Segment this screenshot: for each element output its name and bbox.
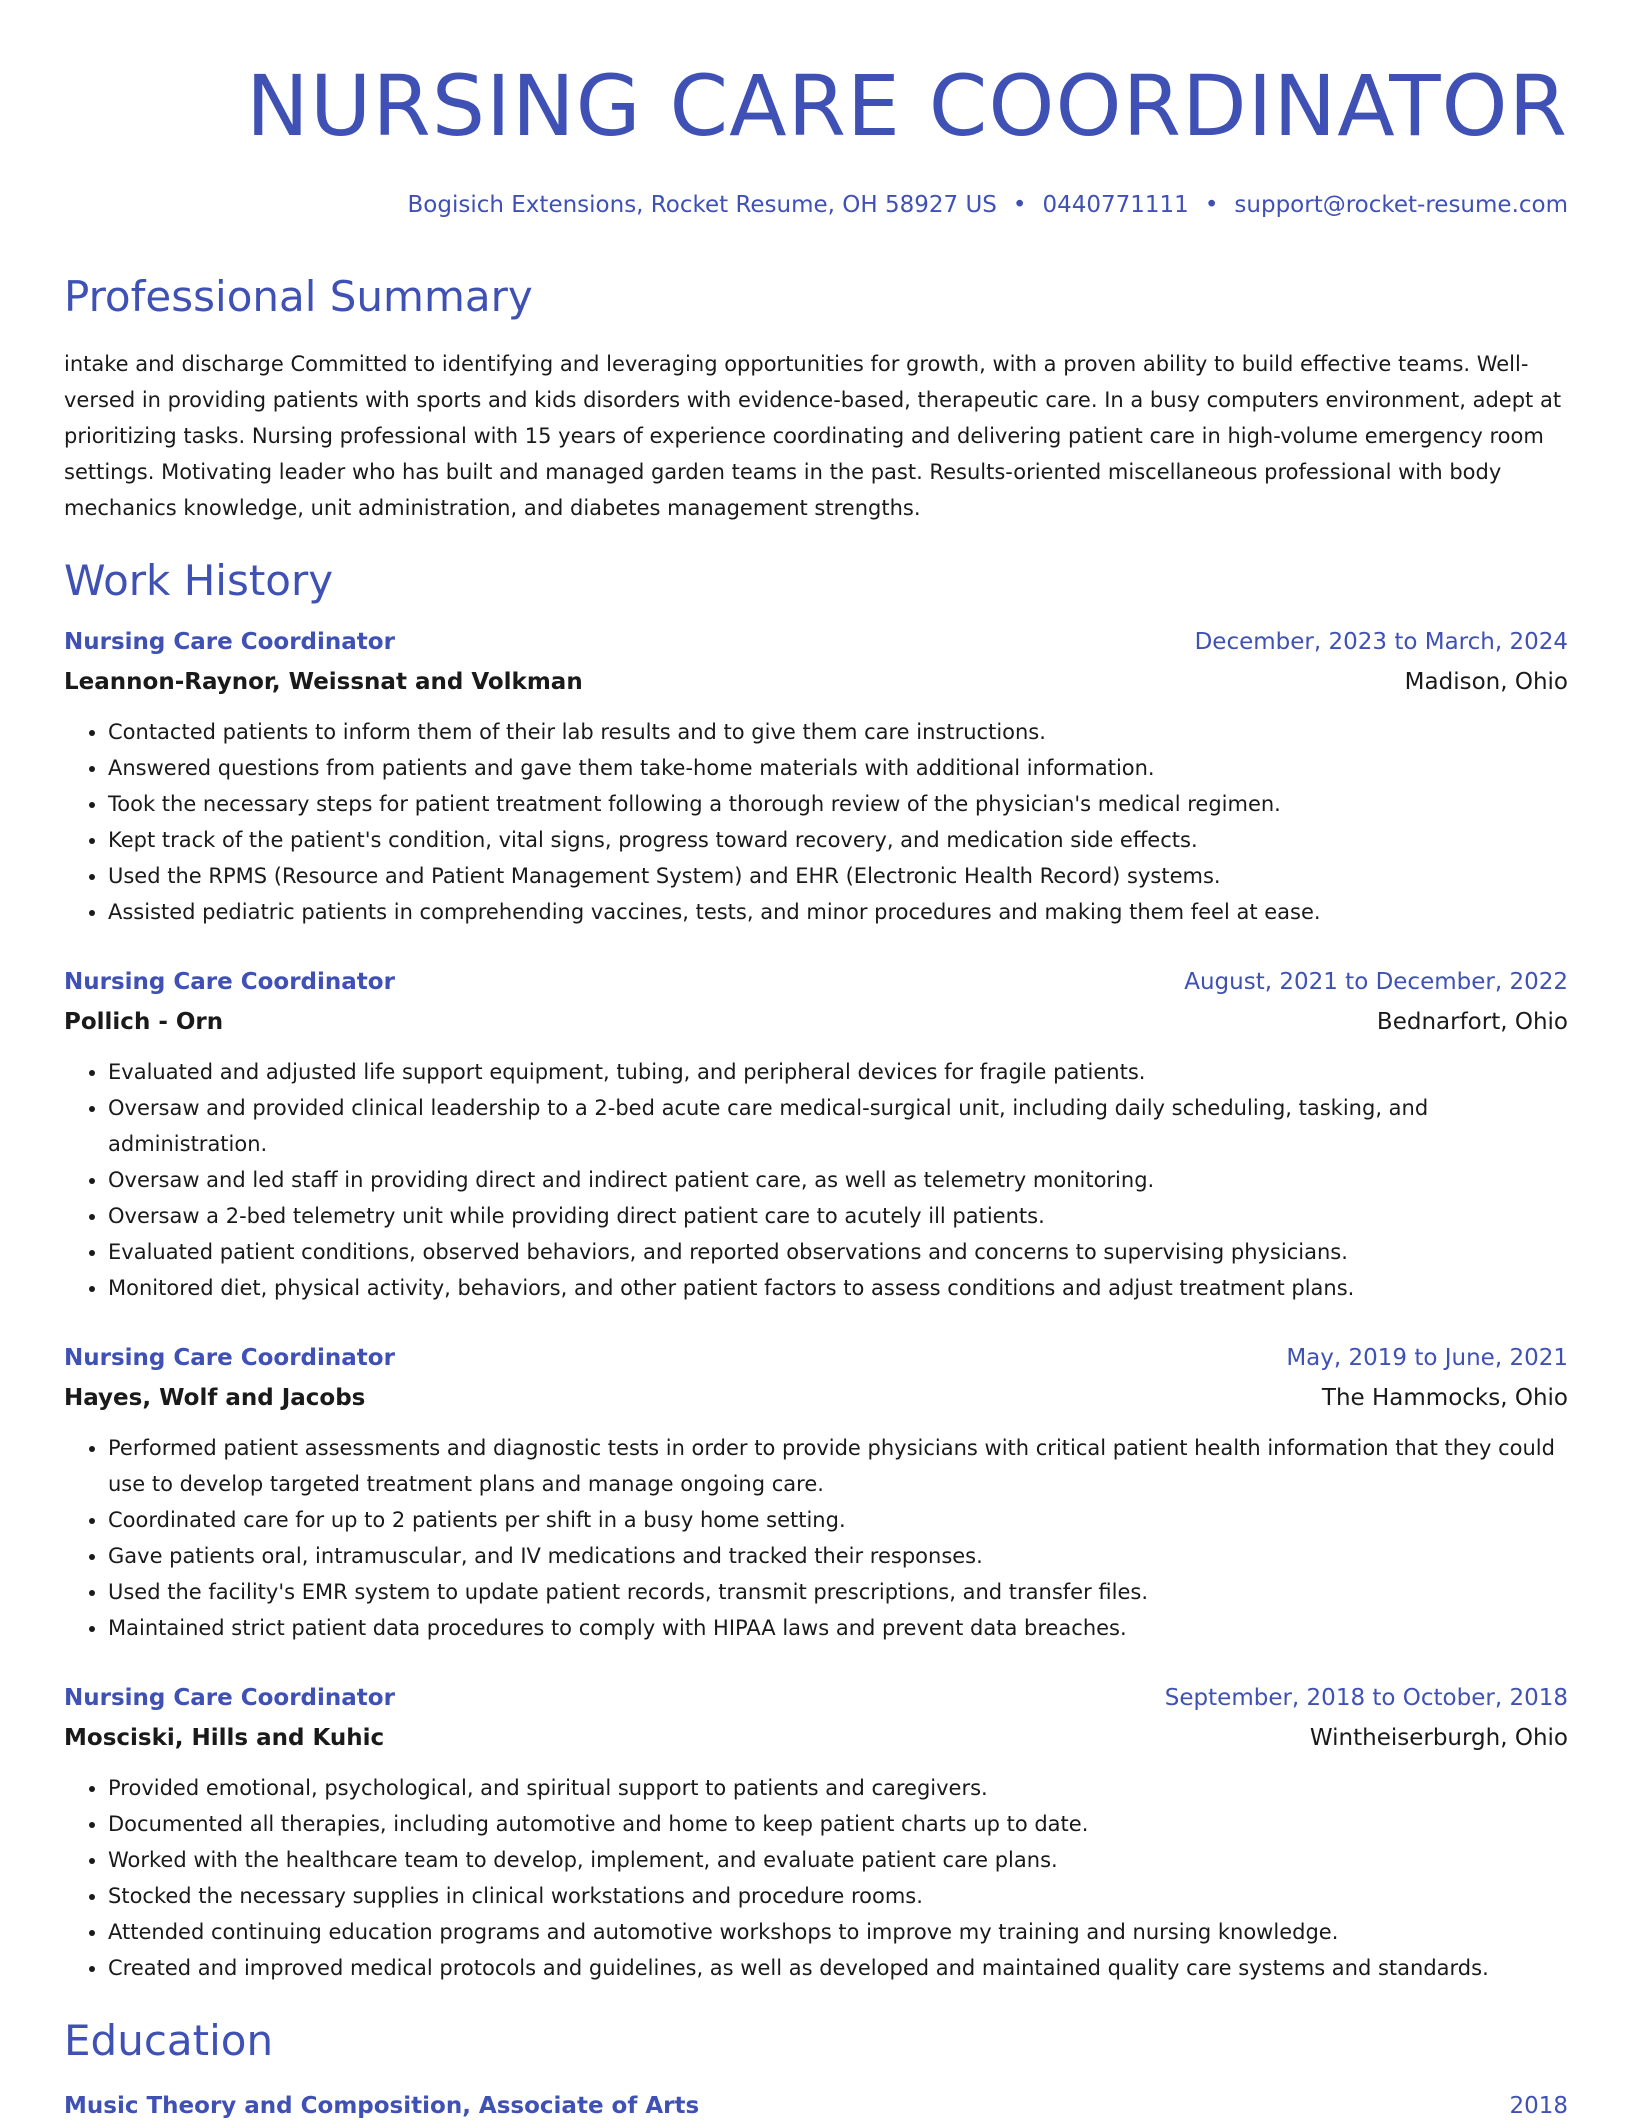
job-bullet: • Answered questions from patients and gave them take-home materials with additional information. — [108, 750, 1568, 786]
summary-heading: Professional Summary — [64, 272, 533, 321]
job-bullet: • Documented all therapies, including automotive and home to keep patient charts up to date. — [108, 1806, 1568, 1842]
job-bullet: • Oversaw a 2-bed telemetry unit while providing direct patient care to acutely ill patients. — [108, 1198, 1568, 1234]
job-location: Bednarfort, Ohio — [1376, 1009, 1568, 1035]
job-bullet: • Performed patient assessments and diagnostic tests in order to provide physicians with critical patient health information that they could use to develop targeted treatment plans and manage ongoing care. — [108, 1430, 1568, 1502]
contact-phone: 0440771111 — [1042, 192, 1189, 218]
job-bullet: • Assisted pediatric patients in comprehending vaccines, tests, and minor procedures and making them feel at ease. — [108, 894, 1568, 930]
resume-page — [64, 0, 1568, 2122]
job-bullet: • Attended continuing education programs and automotive workshops to improve my training and nursing knowledge. — [108, 1914, 1568, 1950]
job-company: Pollich - Orn — [64, 1009, 224, 1035]
job-bullets — [64, 1054, 1568, 1306]
job-location: The Hammocks, Ohio — [1321, 1385, 1568, 1411]
work-history-heading: Work History — [64, 556, 334, 605]
job-bullet: • Took the necessary steps for patient treatment following a thorough review of the physician's medical regimen. — [108, 786, 1568, 822]
contact-line — [64, 190, 1568, 220]
resume-header — [64, 56, 1568, 220]
job-bullet: • Gave patients oral, intramuscular, and IV medications and tracked their responses. — [108, 1538, 1568, 1574]
job-title: Nursing Care Coordinator — [64, 1685, 395, 1711]
job-bullet: • Created and improved medical protocols and guidelines, as well as developed and maintained quality care systems and standards. — [108, 1950, 1568, 1986]
job-dates: December, 2023 to March, 2024 — [1194, 629, 1568, 655]
job-bullet: • Provided emotional, psychological, and spiritual support to patients and caregivers. — [108, 1770, 1568, 1806]
job-bullet: • Used the facility's EMR system to update patient records, transmit prescriptions, and transfer files. — [108, 1574, 1568, 1610]
job-bullet: • Evaluated patient conditions, observed behaviors, and reported observations and concerns to supervising physicians. — [108, 1234, 1568, 1270]
job-bullets — [64, 1770, 1568, 1986]
job-title: Nursing Care Coordinator — [64, 969, 395, 995]
job-entry — [64, 966, 1568, 1306]
job-dates: August, 2021 to December, 2022 — [1184, 969, 1568, 995]
job-bullet: • Contacted patients to inform them of their lab results and to give them care instructions. — [108, 714, 1568, 750]
education-entry — [64, 2090, 1568, 2122]
job-title: Nursing Care Coordinator — [64, 629, 395, 655]
job-bullet: • Oversaw and provided clinical leadership to a 2-bed acute care medical-surgical unit, including daily scheduling, tasking, and administration. — [108, 1090, 1568, 1162]
job-bullet: • Evaluated and adjusted life support equipment, tubing, and peripheral devices for fragile patients. — [108, 1054, 1568, 1090]
job-dates: May, 2019 to June, 2021 — [1286, 1345, 1568, 1371]
job-company: Mosciski, Hills and Kuhic — [64, 1725, 385, 1751]
job-location: Madison, Ohio — [1404, 669, 1568, 695]
education-degree: Music Theory and Composition, Associate of Arts — [64, 2093, 700, 2119]
job-company: Leannon-Raynor, Weissnat and Volkman — [64, 669, 583, 695]
job-bullet: • Maintained strict patient data procedures to comply with HIPAA laws and prevent data breaches. — [108, 1610, 1568, 1646]
summary-text: intake and discharge Committed to identifying and leveraging opportunities for growth, with a proven ability to build effective teams. Well-versed in providing patients with sports and kids disorders with evidence-based, therapeutic care. In a busy computers environment, adept at prioritizing tasks. Nursing professional with 15 years of experience coordinating and delivering patient care in high-volume emergency room settings. Motivating leader who has built and managed garden teams in the past. Results-oriented miscellaneous professional with body mechanics knowledge, unit administration, and diabetes management strengths. — [64, 352, 1562, 520]
job-bullet: • Worked with the healthcare team to develop, implement, and evaluate patient care plans. — [108, 1842, 1568, 1878]
job-bullet: • Stocked the necessary supplies in clinical workstations and procedure rooms. — [108, 1878, 1568, 1914]
job-bullets — [64, 1430, 1568, 1646]
job-bullet: • Used the RPMS (Resource and Patient Management System) and EHR (Electronic Health Record) systems. — [108, 858, 1568, 894]
job-location: Wintheiserburgh, Ohio — [1309, 1725, 1568, 1751]
contact-separator: • — [1204, 192, 1219, 218]
job-dates: September, 2018 to October, 2018 — [1164, 1685, 1568, 1711]
job-bullet: • Coordinated care for up to 2 patients per shift in a busy home setting. — [108, 1502, 1568, 1538]
job-title: Nursing Care Coordinator — [64, 1345, 395, 1371]
job-bullets — [64, 714, 1568, 930]
education-year: 2018 — [1509, 2093, 1568, 2119]
job-entry — [64, 1682, 1568, 1986]
education-heading: Education — [64, 2016, 274, 2065]
job-entry — [64, 626, 1568, 930]
contact-email: support@rocket-resume.com — [1234, 192, 1568, 218]
job-bullet: • Monitored diet, physical activity, behaviors, and other patient factors to assess conditions and adjust treatment plans. — [108, 1270, 1568, 1306]
job-bullet: • Oversaw and led staff in providing direct and indirect patient care, as well as telemetry monitoring. — [108, 1162, 1568, 1198]
job-entry — [64, 1342, 1568, 1646]
contact-address: Bogisich Extensions, Rocket Resume, OH 58927 US — [407, 192, 997, 218]
job-company: Hayes, Wolf and Jacobs — [64, 1385, 366, 1411]
candidate-name: NURSING CARE COORDINATOR — [246, 57, 1568, 155]
job-bullet: • Kept track of the patient's condition, vital signs, progress toward recovery, and medication side effects. — [108, 822, 1568, 858]
contact-separator: • — [1012, 192, 1027, 218]
